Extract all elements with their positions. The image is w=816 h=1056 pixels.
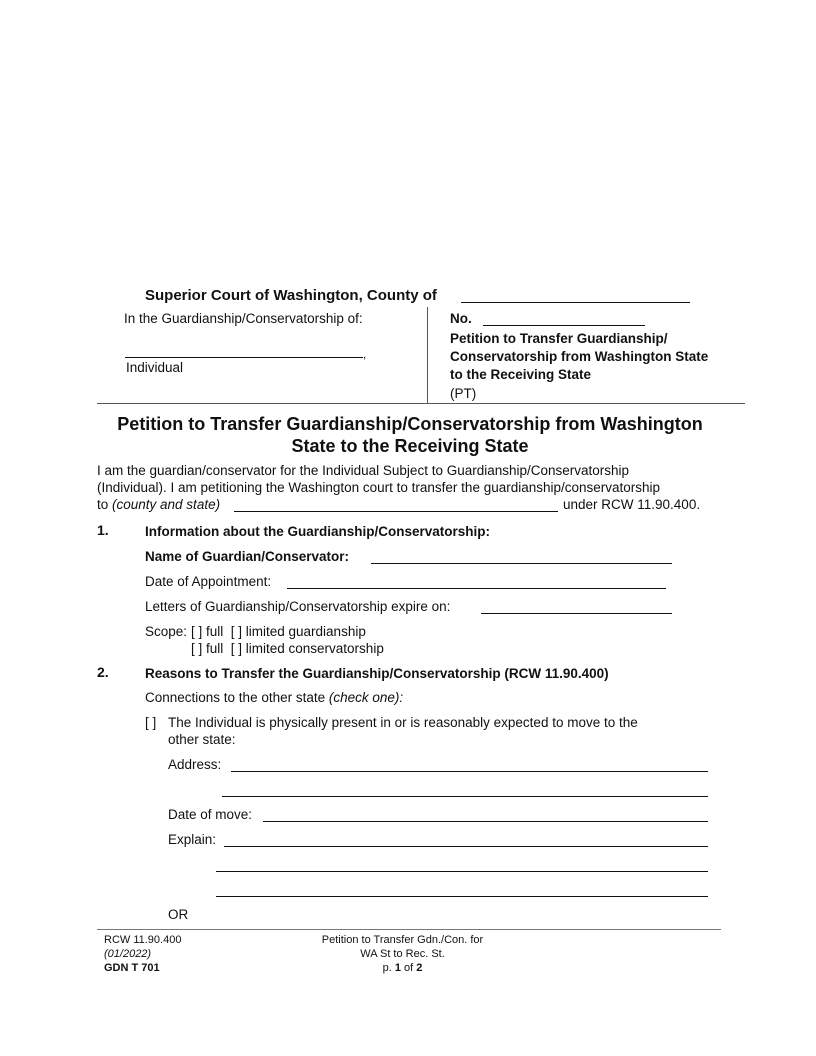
- intro-statute: under RCW 11.90.400.: [563, 497, 701, 512]
- footer-center: [290, 933, 515, 975]
- name-comma: ,: [363, 347, 367, 361]
- caption-divider-horizontal: [97, 403, 745, 404]
- section-1-number: 1.: [97, 522, 109, 538]
- title-line-2: State to the Receiving State: [291, 436, 529, 456]
- footer-form-title-1: Petition to Transfer Gdn./Con. for: [321, 934, 484, 946]
- scope-conservatorship-options[interactable]: [ ] full [ ] limited conservatorship: [191, 641, 384, 656]
- intro-to: to: [97, 497, 113, 512]
- section-2-number: 2.: [97, 664, 109, 680]
- footer-rule: [97, 929, 721, 930]
- doc-code: (PT): [450, 386, 477, 401]
- page-prefix: p.: [382, 962, 395, 974]
- guardian-name-field[interactable]: [371, 563, 672, 564]
- intro-line-2: (Individual). I am petitioning the Washington court to transfer the guardianship/conservatorship: [97, 480, 661, 495]
- intro-line-1: I am the guardian/conservator for the Individual Subject to Guardianship/Conservatorship: [97, 463, 630, 478]
- footer-page: [290, 961, 515, 975]
- address-field-1[interactable]: [231, 771, 708, 772]
- appointment-label: Date of Appointment:: [145, 574, 272, 589]
- individual-label: Individual: [126, 360, 184, 375]
- section-1-heading: Information about the Guardianship/Conservatorship:: [145, 524, 491, 539]
- option-1-line-1: The Individual is physically present in or is reasonably expected to move to the: [168, 715, 638, 730]
- explain-field-3[interactable]: [216, 896, 708, 897]
- county-field[interactable]: [461, 302, 690, 303]
- move-date-label: Date of move:: [168, 807, 253, 822]
- intro-county-hint: (county and state): [112, 497, 221, 512]
- connections-label: [145, 689, 403, 706]
- footer-left: [104, 933, 181, 975]
- county-state-field[interactable]: [234, 511, 558, 512]
- letters-expire-field[interactable]: [481, 613, 672, 614]
- case-number-label: No.: [450, 311, 472, 326]
- page-total: 2: [416, 962, 423, 974]
- caption-doc-title: Petition to Transfer Guardianship/ Conservatorship from Washington State to the Receiving State: [450, 331, 709, 382]
- footer-statute: RCW 11.90.400: [104, 934, 182, 946]
- footer-revision: (01/2022): [104, 948, 152, 960]
- move-date-field[interactable]: [263, 821, 708, 822]
- address-label: Address:: [168, 757, 222, 772]
- option-1-checkbox[interactable]: [ ]: [145, 715, 157, 730]
- intro-line-3: [97, 496, 220, 513]
- footer-form-code: GDN T 701: [104, 962, 160, 974]
- letters-expire-label: Letters of Guardianship/Conservatorship expire on:: [145, 599, 451, 614]
- caption-divider-vertical: [427, 307, 428, 403]
- footer-form-title-2: WA St to Rec. St.: [360, 948, 445, 960]
- or-text: OR: [168, 907, 189, 922]
- title-line-1: Petition to Transfer Guardianship/Conservatorship from Washington: [117, 414, 703, 434]
- matter-label: In the Guardianship/Conservatorship of:: [124, 311, 363, 326]
- page-of: of: [400, 962, 417, 974]
- page-title: [80, 413, 740, 457]
- scope-label: Scope:: [145, 624, 188, 639]
- connections-text: Connections to the other state: [145, 690, 329, 705]
- connections-hint: (check one):: [328, 690, 404, 705]
- address-field-2[interactable]: [222, 796, 708, 797]
- explain-field-1[interactable]: [224, 846, 708, 847]
- individual-name-field[interactable]: [125, 357, 363, 358]
- guardian-name-label: Name of Guardian/Conservator:: [145, 549, 350, 564]
- scope-guardianship-options[interactable]: [ ] full [ ] limited guardianship: [191, 624, 366, 639]
- appointment-date-field[interactable]: [287, 588, 666, 589]
- court-title: Superior Court of Washington, County of: [145, 287, 437, 304]
- option-1-line-2: other state:: [168, 732, 236, 747]
- page-current: 1: [394, 962, 401, 974]
- explain-label: Explain:: [168, 832, 217, 847]
- section-2-heading: Reasons to Transfer the Guardianship/Conservatorship (RCW 11.90.400): [145, 666, 609, 681]
- explain-field-2[interactable]: [216, 871, 708, 872]
- case-number-field[interactable]: [483, 325, 645, 326]
